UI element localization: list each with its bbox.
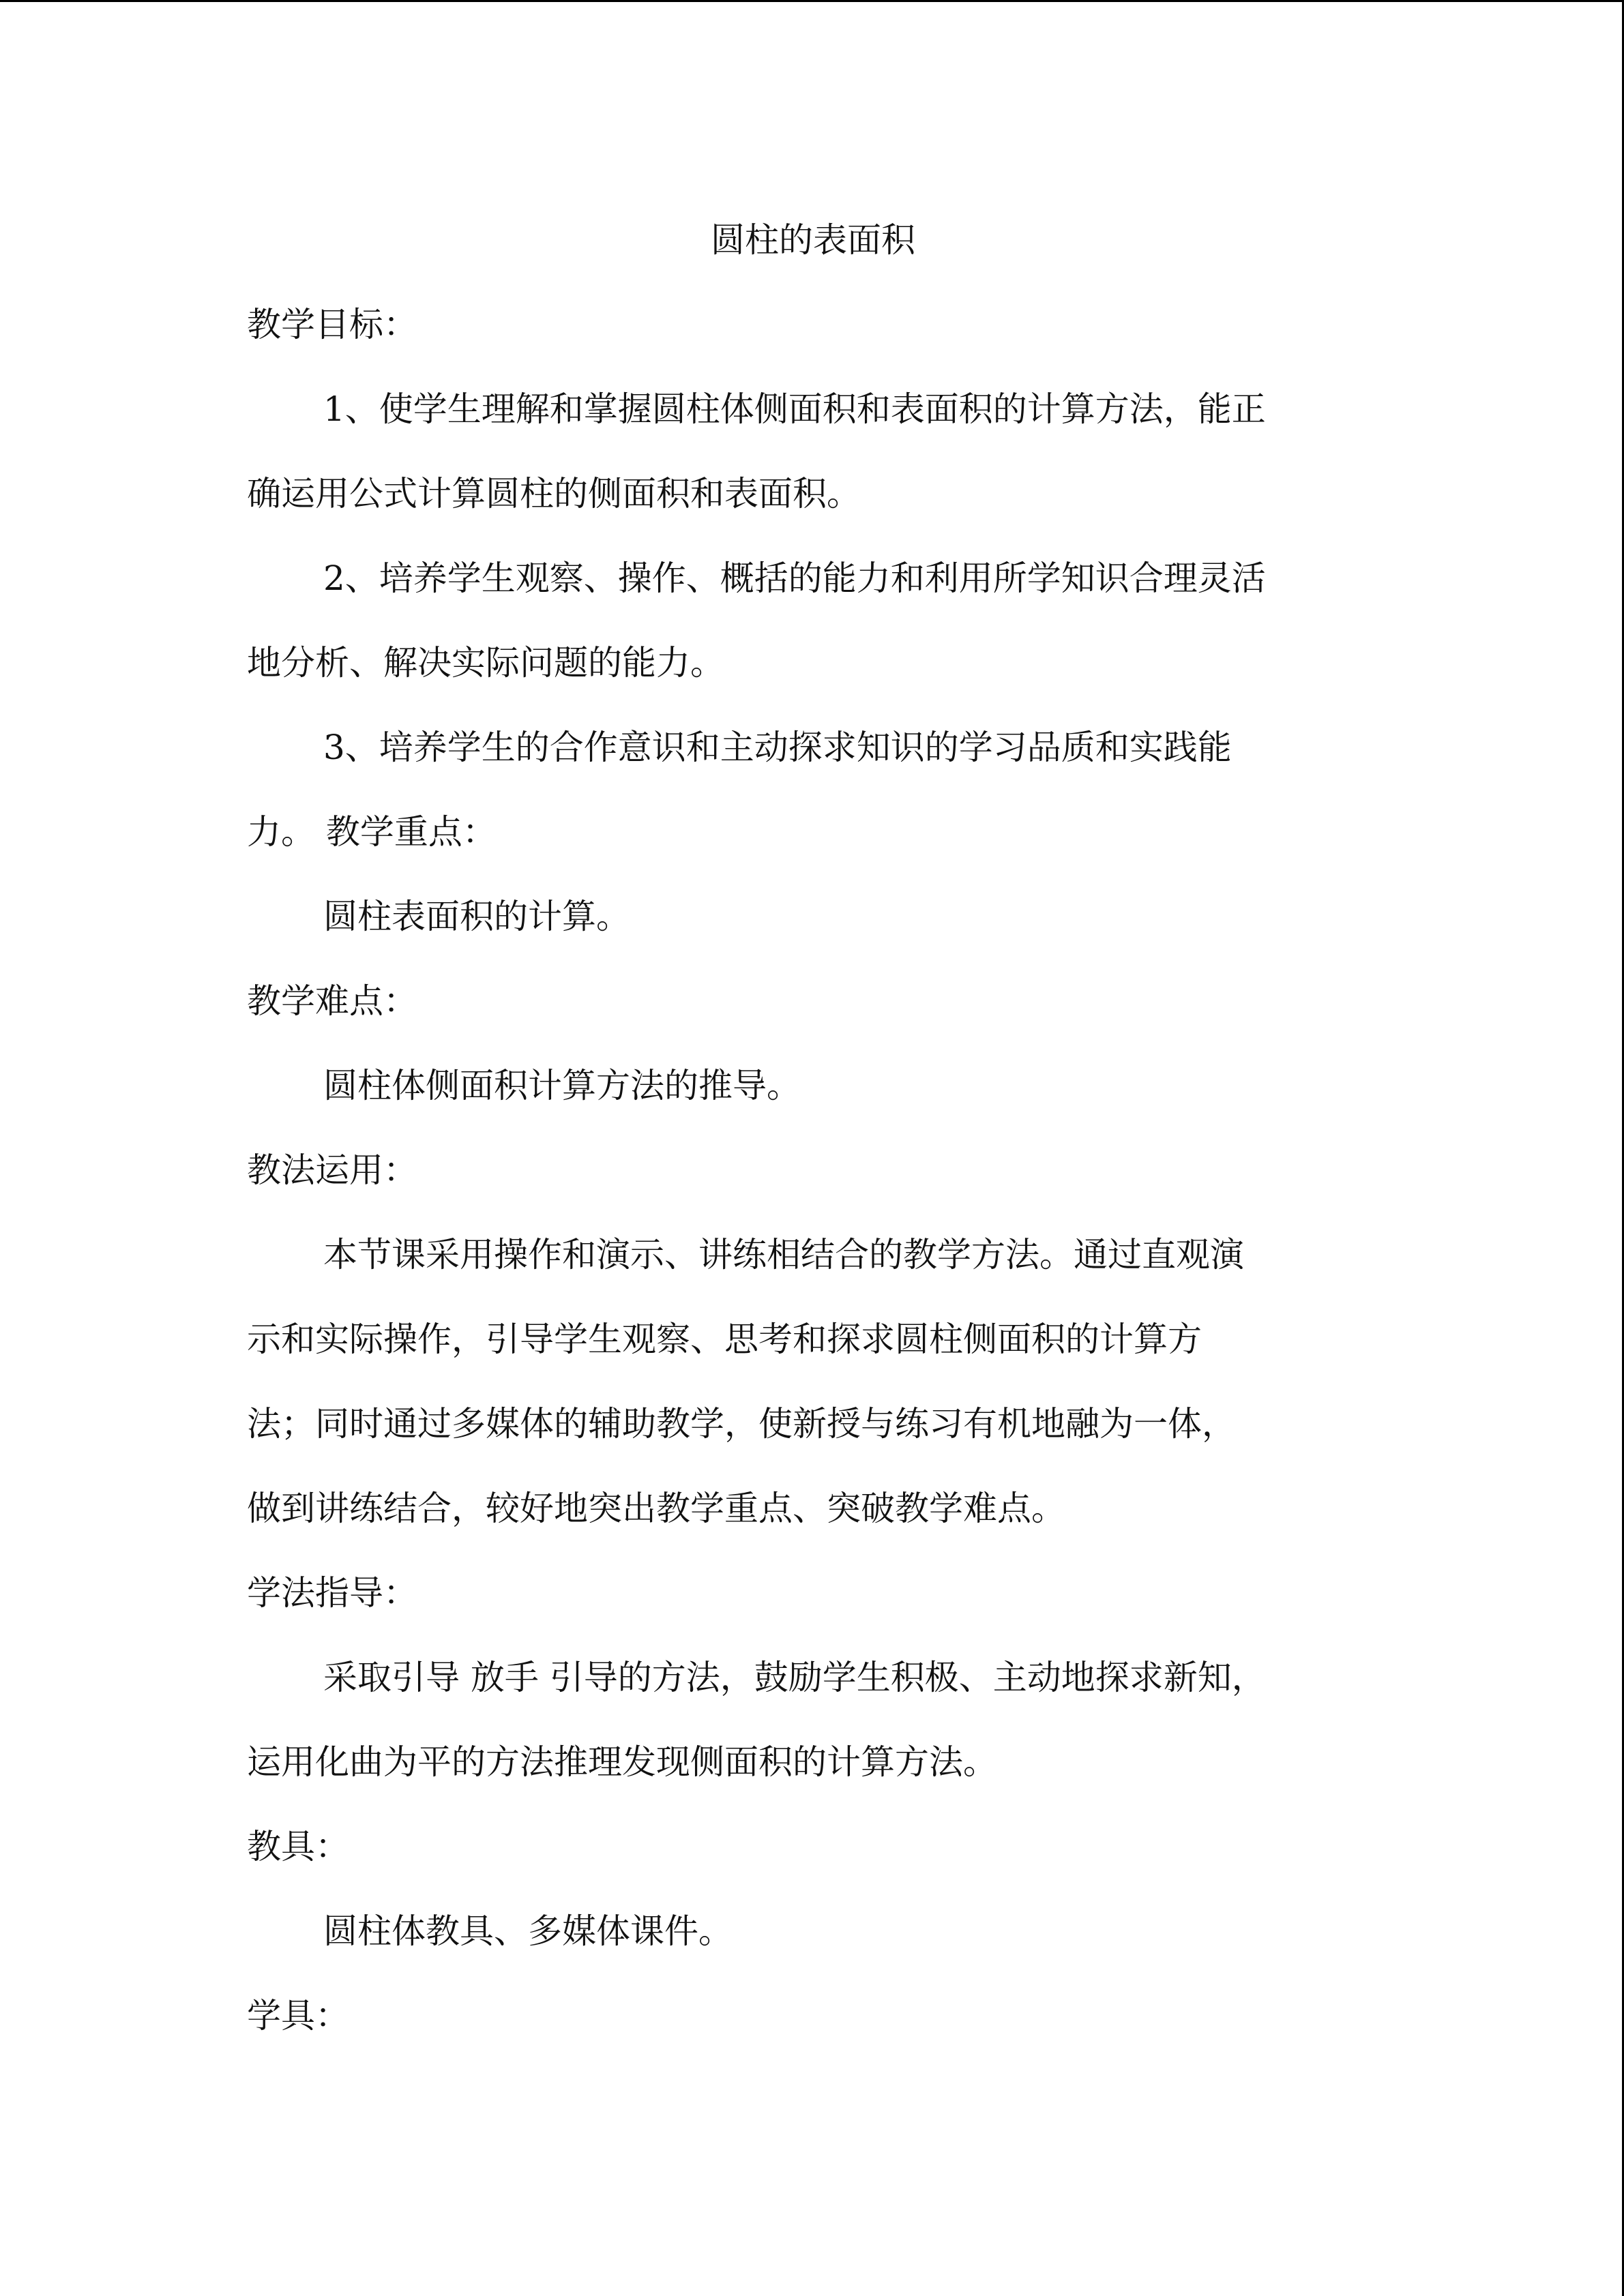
document-line: 1、使学生理解和掌握圆柱体侧面积和表面积的计算方法，能正 <box>323 389 1266 429</box>
document-line: 3、培养学生的合作意识和主动探求知识的学习品质和实践能 <box>323 728 1232 767</box>
document-line: 圆柱表面积的计算。 <box>323 897 630 936</box>
document-title: 圆柱的表面积 <box>711 220 915 260</box>
document-line: 做到讲练结合，较好地突出教学重点、突破教学难点。 <box>247 1489 1065 1528</box>
document-line: 教学目标： <box>247 305 417 344</box>
document-line: 圆柱体教具、多媒体课件。 <box>323 1911 733 1951</box>
document-line: 地分析、解决实际问题的能力。 <box>247 643 724 683</box>
document-line: 力。 教学重点： <box>247 812 497 852</box>
document-line: 学具： <box>247 1996 349 2036</box>
document-line: 教具： <box>247 1827 349 1866</box>
document-line: 法；同时通过多媒体的辅助教学，使新授与练习有机地融为一体， <box>247 1404 1236 1444</box>
document-line: 确运用公式计算圆柱的侧面积和表面积。 <box>247 474 861 513</box>
document-line: 本节课采用操作和演示、讲练相结合的教学方法。通过直观演 <box>323 1235 1244 1274</box>
document-line: 示和实际操作，引导学生观察、思考和探求圆柱侧面积的计算方 <box>247 1320 1202 1359</box>
document-lines <box>247 282 1379 2058</box>
document-line: 教法运用： <box>247 1150 417 1190</box>
document-line: 教学难点： <box>247 981 417 1021</box>
document-line: 圆柱体侧面积计算方法的推导。 <box>323 1066 801 1105</box>
document-line: 采取引导 放手 引导的方法，鼓励学生积极、主动地探求新知， <box>323 1658 1266 1697</box>
page-border-top <box>0 0 1624 2</box>
document-line: 学法指导： <box>247 1573 417 1613</box>
document-line: 运用化曲为平的方法推理发现侧面积的计算方法。 <box>247 1742 997 1782</box>
document-line: 2、培养学生观察、操作、概括的能力和利用所学知识合理灵活 <box>323 558 1266 598</box>
document-body <box>247 198 1379 2058</box>
